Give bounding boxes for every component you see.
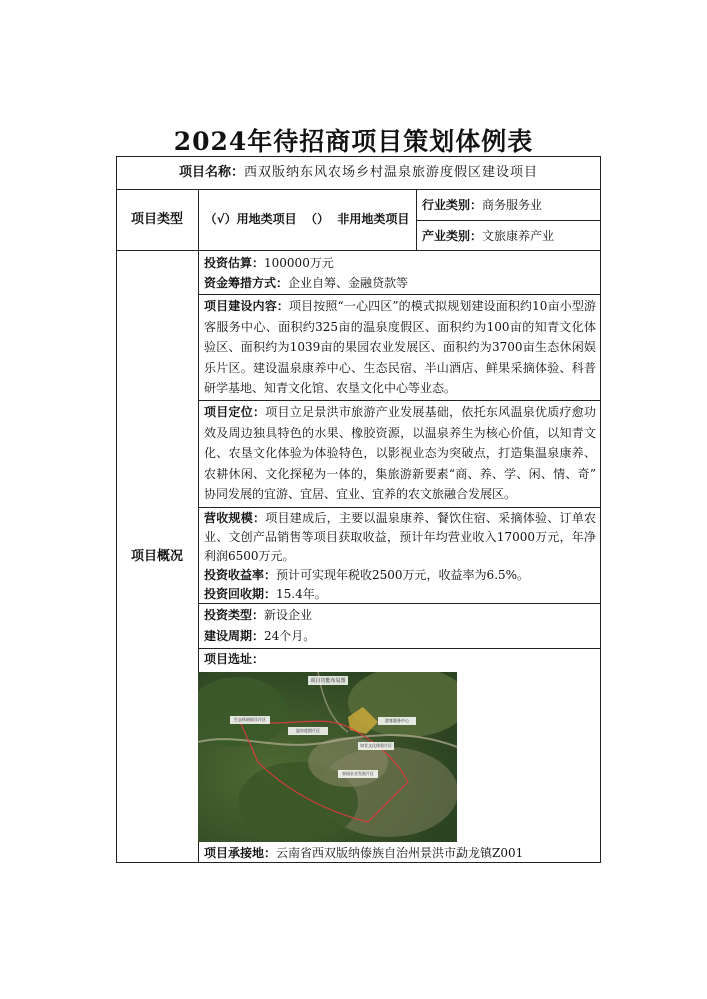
industry-category [422,196,600,220]
host-value: 云南省西双版纳傣族自治州景洪市勐龙镇Z001 [276,846,524,860]
return-label: 投资收益率： [204,568,277,582]
funding-method [204,273,596,293]
payback-label: 投资回收期： [204,587,277,601]
revenue-label: 营收规模： [204,511,266,525]
document-title: 2024年待招商项目策划体例表 [173,127,534,156]
satellite-map [198,672,457,842]
project-name-label: 项目名称： [178,165,244,180]
invest-type-label: 投资类型： [204,608,265,622]
construction-period [204,626,596,647]
sector-category [422,227,600,249]
row-divider [416,220,601,221]
project-type-label: 项目类型 [130,212,183,227]
revenue-value: 项目建成后，主要以温泉康养、餐饮住宿、采摘体验、订单农业、文创产品销售等项目获取收益，预计年均营业收入17000万元，年净利润6500万元。 [204,511,596,563]
map-title: 项目功能布局图 [310,678,346,684]
land-use-option: （√）用地类项目 （） 非用地类项目 [204,212,410,226]
payback-period [204,585,596,604]
sector-value: 文旅康养产业 [482,229,555,243]
map-zone-label: 知青文化体验片区 [360,743,392,748]
investment-estimate [204,253,596,273]
revenue-scale [204,509,596,566]
map-zone-label: 游客服务中心 [385,718,409,723]
site-label: 项目选址： [204,652,265,666]
map-zone-label: 果园农业发展片区 [342,771,374,776]
project-name-value: 西双版纳东风农场乡村温泉旅游度假区建设项目 [244,165,539,180]
host-location [204,844,596,862]
project-name-row [116,156,601,189]
investment-label: 投资估算： [204,256,265,270]
project-positioning [204,402,596,506]
invest-type-value: 新设企业 [264,608,313,622]
site-map-image [198,672,457,842]
revenue-block [204,509,596,603]
investment-type [204,605,596,626]
content-value: 项目按照“一心四区”的模式拟规划建设面积约10亩小型游客服务中心、面积约325亩的温泉度假区、面积约为100亩的知青文化体验区、面积约为1039亩的果园农业发展区、面积约为3700亩生态休闲娱乐片区。建设温泉康养中心、生态民宿、半山酒店、鲜果采摘体验、科普研学基地、知青文化馆、农垦文化中心等业态。 [204,299,596,395]
content-label: 项目建设内容： [204,299,289,313]
investment-value: 100000万元 [264,256,334,270]
column-divider [416,189,417,250]
investment-return [204,566,596,585]
row-divider [198,507,601,508]
project-site [204,650,404,670]
return-value: 预计可实现年税收2500万元，收益率为6.5%。 [276,568,530,582]
row-divider [198,294,601,295]
sector-label: 产业类别： [422,229,483,243]
map-zone-label: 生态休闲娱乐片区 [234,717,266,722]
row-divider [198,400,601,401]
row-divider [198,648,601,649]
investment-type-block [204,605,596,647]
construction-content [204,296,596,400]
host-label: 项目承接地： [204,846,277,860]
payback-value: 15.4年。 [276,587,327,601]
funding-label: 资金筹措方式： [204,276,289,290]
map-zone-label: 温泉度假片区 [296,728,320,733]
period-value: 24个月。 [264,629,316,643]
overview-label: 项目概况 [130,549,183,564]
industry-value: 商务服务业 [482,198,543,212]
position-value: 项目立足景洪市旅游产业发展基础，依托东风温泉优质疗愈功效及周边独具特色的水果、橡胶资源，以温泉养生为核心价值，以知青文化、农垦文化体验为体验特色，以影视业态为突破点，打造集温泉康养、农耕休闲、文化探秘为一体的，集旅游新要素“商、养、学、闲、情、奇” 协同发展的宜游、宜居、宜业、宜养的农文旅融合发展区。 [204,405,596,501]
investment-block [204,253,596,293]
industry-label: 行业类别： [422,198,483,212]
position-label: 项目定位： [204,405,266,419]
funding-value: 企业自筹、金融贷款等 [288,276,409,290]
period-label: 建设周期： [204,629,265,643]
